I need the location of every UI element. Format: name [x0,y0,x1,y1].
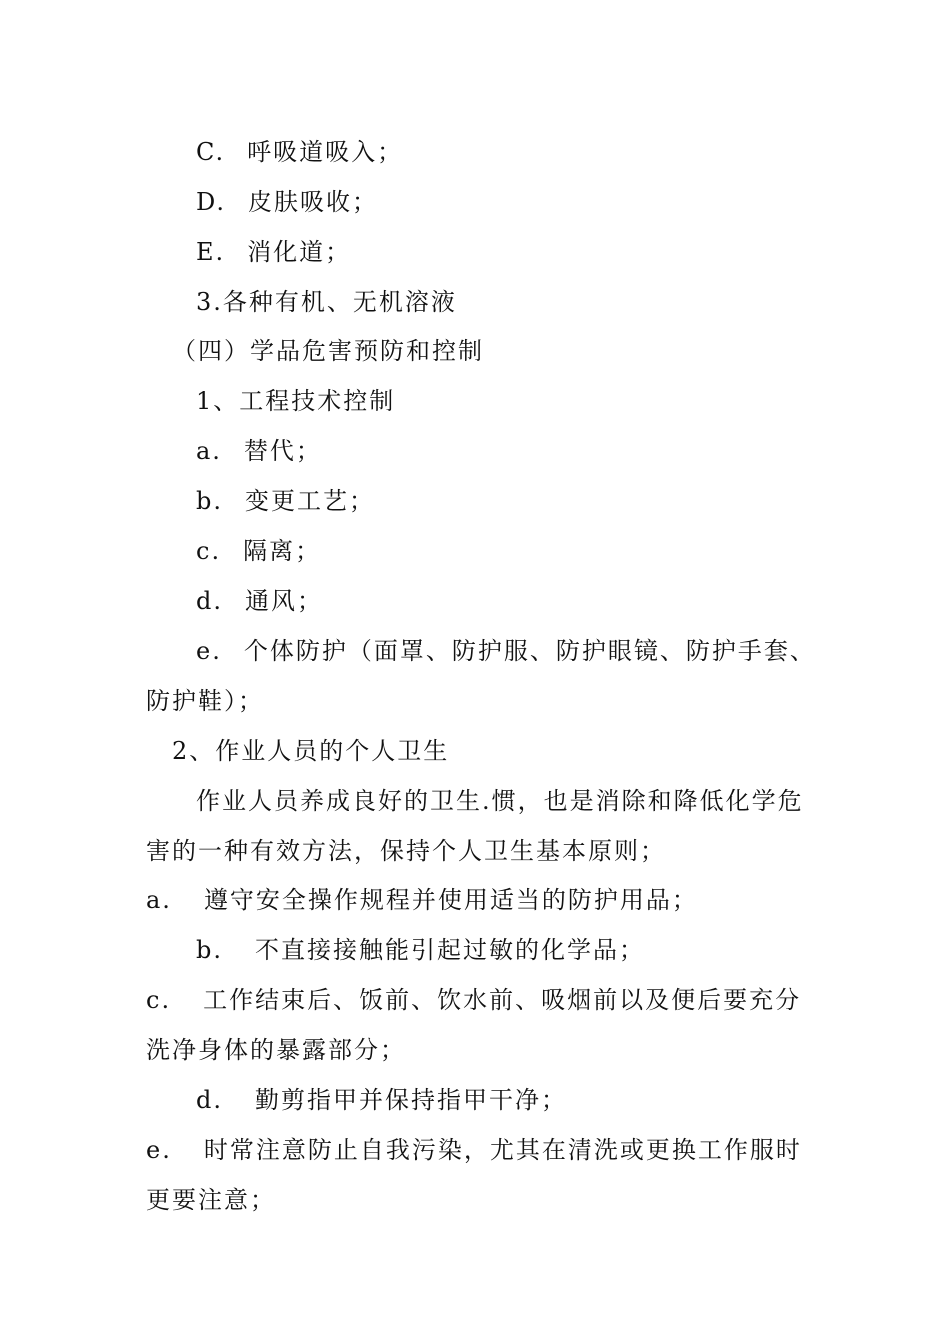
list-item-solutions [196,287,457,317]
subsection-heading-hygiene [172,736,449,766]
paragraph-text: 害的一种有效方法，保持个人卫生基本原则； [146,837,666,865]
paragraph-line-1 [196,786,804,816]
rule-item-d [196,1085,567,1115]
item-text: 时常注意防止自我污染，尤其在清洗或更换工作服时 [203,1136,802,1164]
item-marker: C. [196,138,226,166]
rule-item-a [146,885,698,915]
list-item-e-protection-continued [146,686,264,716]
item-marker: b. [196,487,223,515]
rule-item-c-continued [146,1035,406,1065]
heading-text: 2、作业人员的个人卫生 [172,737,450,765]
item-text: 隔离； [243,537,322,565]
item-text: 不直接接触能引起过敏的化学品； [255,936,645,964]
item-text: 消化道； [247,238,352,266]
rule-item-b [196,935,645,965]
item-marker: E. [196,238,226,266]
item-marker: e. [146,1136,172,1164]
heading-text: 1、工程技术控制 [196,387,396,415]
item-marker: a. [146,886,172,914]
item-text: 替代； [243,437,322,465]
item-marker: e. [196,637,222,665]
item-text: 呼吸道吸入； [247,138,404,166]
item-text: 更要注意； [146,1186,276,1214]
list-item-b-process [196,486,375,516]
item-marker: b. [196,936,223,964]
item-text: 个体防护（面罩、防护服、防护眼镜、防护手套、 [243,637,816,665]
item-text: 通风； [245,587,323,615]
list-item-d-ventilation [196,586,323,616]
item-text: 工作结束后、饭前、饮水前、吸烟前以及便后要充分 [203,986,802,1014]
item-marker: a. [196,437,222,465]
rule-item-c [146,985,801,1015]
rule-item-e-continued [146,1185,276,1215]
list-item-e-digestive [196,237,351,267]
paragraph-text: 作业人员养成良好的卫生.惯，也是消除和降低化学危 [196,787,804,815]
paragraph-line-2 [146,836,666,866]
item-text: 勤剪指甲并保持指甲干净； [255,1086,567,1114]
list-item-e-protection [196,636,816,666]
item-marker: c. [146,986,172,1014]
item-text: 变更工艺； [245,487,375,515]
list-item-c-isolation [196,536,321,566]
list-item-c-respiratory [196,137,403,167]
item-marker: c. [196,537,222,565]
item-marker: d. [196,1086,223,1114]
list-item-d-skin [196,187,378,217]
heading-text: （四）学品危害预防和控制 [172,337,484,365]
subsection-heading-engineering [196,386,395,416]
item-text: 防护鞋）； [146,687,264,715]
item-marker: D. [196,188,227,216]
item-text: 皮肤吸收； [248,188,379,216]
item-text: 遵守安全操作规程并使用适当的防护用品； [203,886,698,914]
item-text: 3.各种有机、无机溶液 [196,288,457,316]
item-marker: d. [196,587,223,615]
section-heading [172,336,484,366]
list-item-a-substitution [196,436,322,466]
item-text: 洗净身体的暴露部分； [146,1036,406,1064]
rule-item-e [146,1135,802,1165]
